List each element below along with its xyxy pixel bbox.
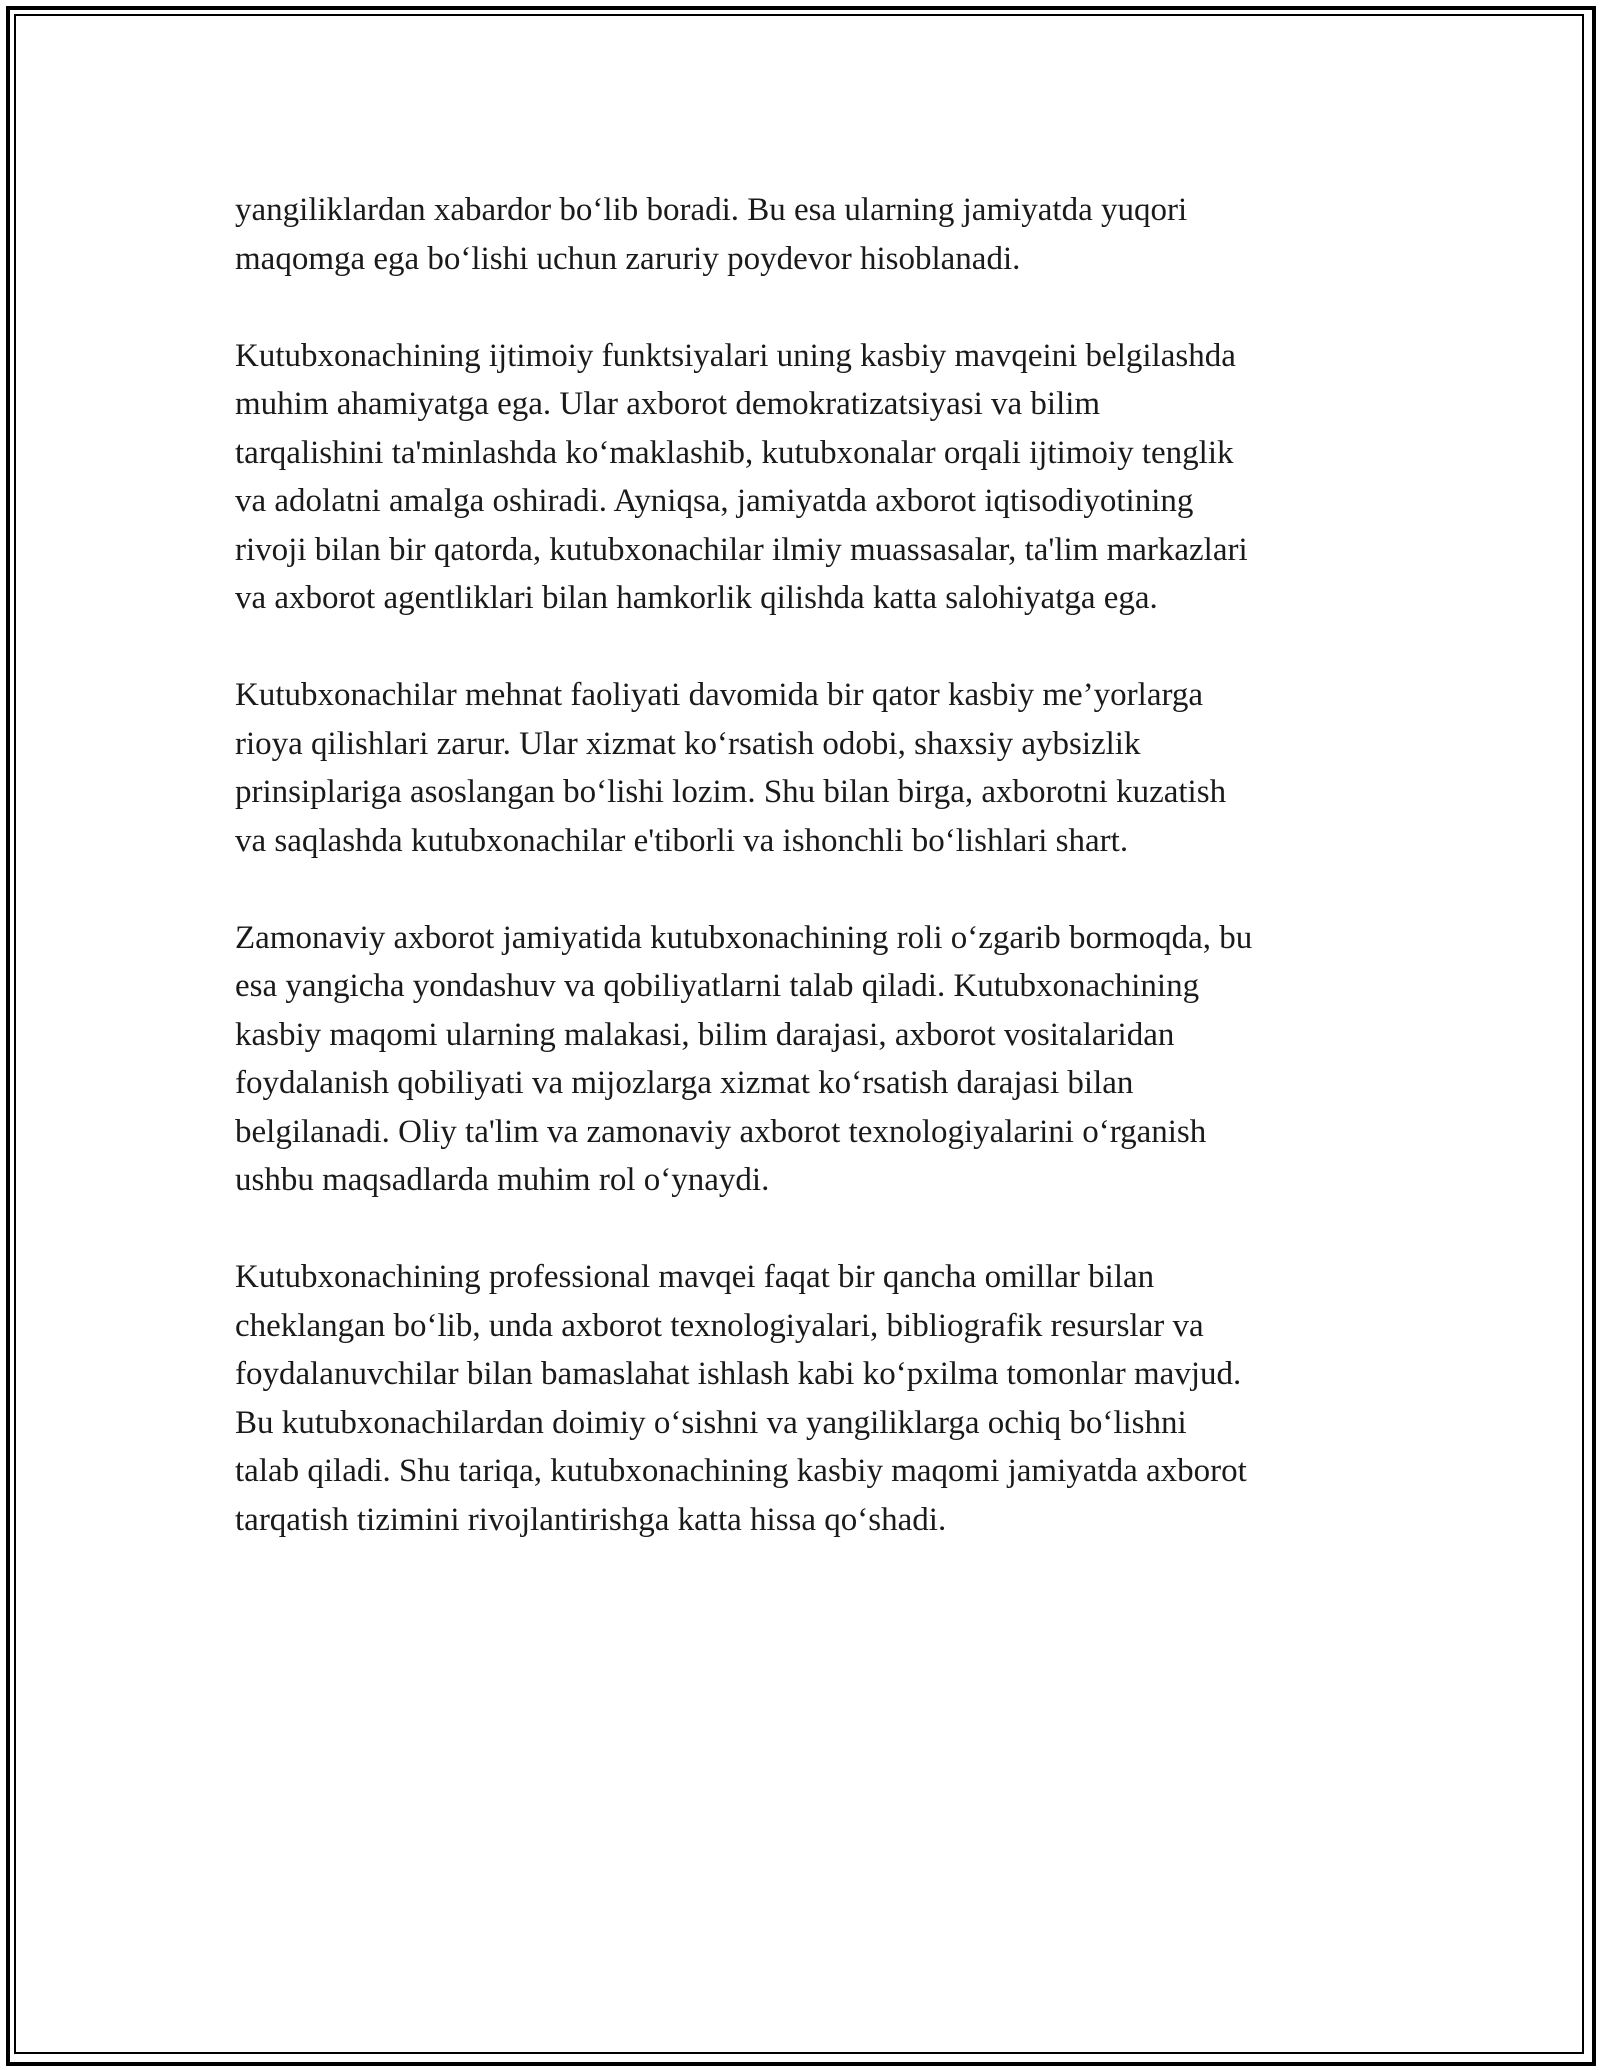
document-body [235, 186, 1395, 1593]
paragraph-4: Zamonaviy axborot jamiyatida kutubxonachining roli o‘zgarib bormoqda, bu esa yangicha yondashuv va qobiliyatlarni talab qiladi. Kutubxonachining kasbiy maqomi ularning malakasi, bilim darajasi, axborot vositalaridan foydalanish qobiliyati va mijozlarga xizmat ko‘rsatish darajasi bilan belgilanadi. Oliy ta'lim va zamonaviy axborot texnologiyalarini o‘rganish ushbu maqsadlarda muhim rol o‘ynaydi. [235, 919, 1253, 1198]
paragraph-1: yangiliklardan xabardor bo‘lib boradi. Bu esa ularning jamiyatda yuqori maqomga ega bo‘lishi uchun zaruriy poydevor hisoblanadi. [235, 192, 1188, 277]
paragraph-5: Kutubxonachining professional mavqei faqat bir qancha omillar bilan cheklangan bo‘lib, unda axborot texnologiyalari, bibliografik resurslar va foydalanuvchilar bilan bamaslahat ishlash kabi ko‘pxilma tomonlar mavjud. Bu kutubxonachilardan doimiy o‘sishni va yangiliklarga ochiq bo‘lishni talab qiladi. Shu tariqa, kutubxonachining kasbiy maqomi jamiyatda axborot tarqatish tizimini rivojlantirishga katta hissa qo‘shadi. [235, 1259, 1247, 1538]
paragraph-3: Kutubxonachilar mehnat faoliyati davomida bir qator kasbiy me’yorlarga rioya qilishlari zarur. Ular xizmat ko‘rsatish odobi, shaxsiy aybsizlik prinsiplariga asoslangan bo‘lishi lozim. Shu bilan birga, axborotni kuzatish va saqlashda kutubxonachilar e'tiborli va ishonchli bo‘lishlari shart. [235, 677, 1227, 859]
paragraph-2: Kutubxonachining ijtimoiy funktsiyalari uning kasbiy mavqeini belgilashda muhim ahamiyatga ega. Ular axborot demokratizatsiyasi va bilim tarqalishini ta'minlashda ko‘maklashib, kutubxonalar orqali ijtimoiy tenglik va adolatni amalga oshiradi. Ayniqsa, jamiyatda axborot iqtisodiyotining rivoji bilan bir qatorda, kutubxonachilar ilmiy muassasalar, ta'lim markazlari va axborot agentliklari bilan hamkorlik qilishda katta salohiyatga ega. [235, 337, 1248, 616]
